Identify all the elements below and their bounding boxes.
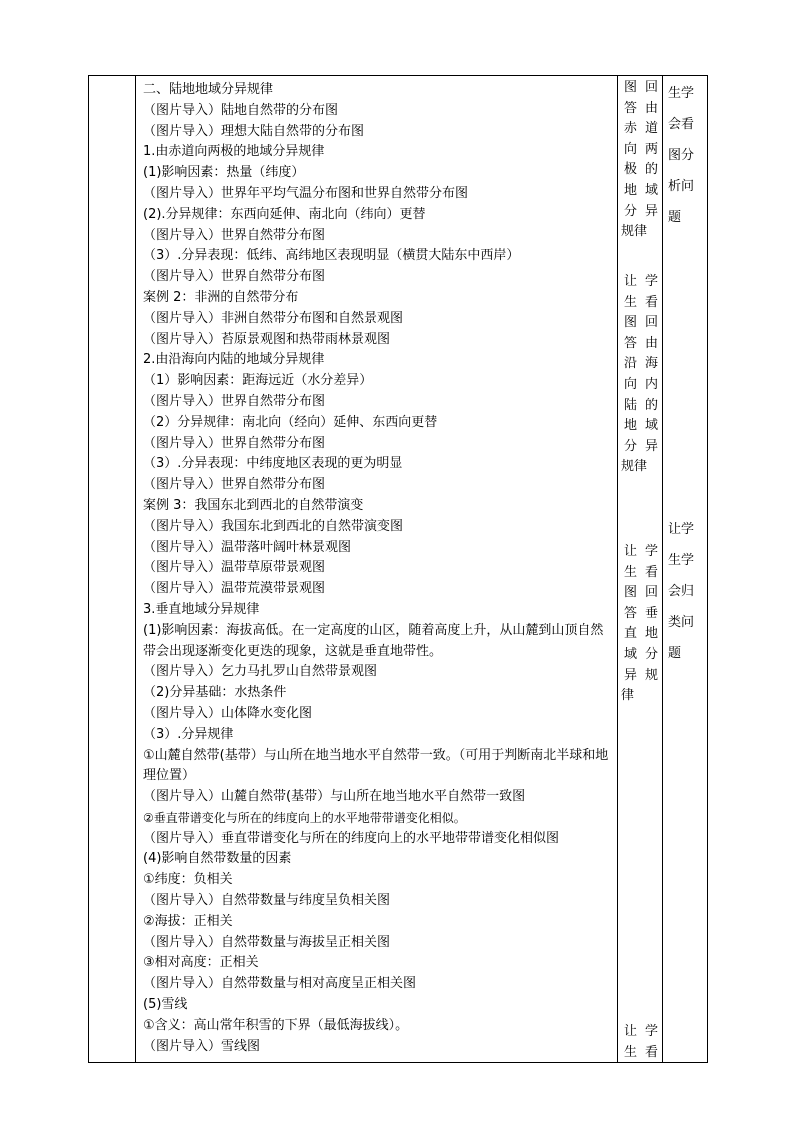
content-line: （图片导入）我国东北到西北的自然带演变图 [143,518,404,534]
activity-char: 答 [623,335,637,351]
activity-char: 图 [623,80,637,95]
activity-char: 回 [644,585,658,601]
content-line: 案例 2：非洲的自然带分布 [143,289,299,305]
content-line: (1)影响因素：海拔高低。在一定高度的山区，随着高度上升，从山麓到山顶自然带会出现逐渐变化更迭的现象，这就是垂直地带性。 [143,622,604,659]
activity-char: 答 [623,605,637,621]
content-line: （图片导入）雪线图 [143,1038,261,1054]
content-line: （图片导入）世界自然带分布图 [143,435,326,451]
activity-char-grid [620,272,662,457]
activity-char: 学 [644,544,658,559]
content-line: （图片导入）世界自然带分布图 [143,269,326,285]
content-line: （图片导入）陆地自然带的分布图 [143,102,339,118]
activity-char: 学 [644,1024,658,1039]
content-line: （图片导入）乞力马扎罗山自然带景观图 [143,664,378,680]
intent-line: 题 [668,646,682,661]
content-line: 案例 3：我国东北到西北的自然带演变 [143,497,364,513]
activity-char: 由 [644,335,658,351]
content-line: （3）.分异规律 [143,726,234,742]
content-line: 二、陆地地域分异规律 [143,82,274,97]
activity-char: 地 [623,418,637,434]
intent-line: 让学 [668,522,695,537]
activity-char: 回 [644,80,658,95]
activity-char: 向 [623,376,637,392]
activity-char: 地 [644,626,658,642]
content-line: (4)影响自然带数量的因素 [143,851,292,867]
activity-char: 异 [644,203,658,219]
lesson-plan-table [88,75,708,1063]
content-line: (5)雪线 [143,997,188,1013]
activity-char: 直 [623,626,637,642]
content-line: (1)影响因素：热量（纬度） [143,165,305,181]
activity-tail: 规律 [621,459,648,475]
intent-line: 会归 [668,584,695,599]
activity-char: 生 [623,294,637,310]
activity-char: 域 [623,646,637,662]
content-line: （图片导入）自然带数量与相对高度呈正相关图 [143,976,417,992]
activity-char: 看 [644,564,658,580]
design-intent-cell [663,76,708,1063]
intent-line: 析问 [668,179,695,194]
design-intent-block [668,78,704,233]
activity-char: 图 [623,315,637,331]
activity-char: 图 [623,585,637,601]
intent-line: 会看 [668,117,695,132]
activity-char: 生 [623,1044,637,1060]
activity-char: 生 [623,564,637,580]
content-line: （3）.分异表现：中纬度地区表现的更为明显 [143,456,403,472]
content-line: （图片导入）自然带数量与海拔呈正相关图 [143,934,391,950]
table-row [89,76,708,1063]
content-line: （图片导入）山麓自然带(基带）与山所在地当地水平自然带一致图 [143,789,526,805]
content-line: （图片导入）山体降水变化图 [143,705,313,721]
student-activity-block [620,542,662,707]
activity-char: 由 [644,100,658,116]
content-line: 1.由赤道向两极的地域分异规律 [143,144,325,160]
activity-char: 向 [623,141,637,157]
content-line: （图片导入）世界自然带分布图 [143,393,326,409]
activity-char: 陆 [623,397,637,413]
activity-char: 的 [644,397,658,413]
content-line: ②垂直带谱变化与所在的纬度向上的水平地带带谱变化相似。 [143,810,466,825]
activity-char-grid [620,1022,662,1063]
intent-line: 类问 [668,615,695,630]
activity-char: 异 [623,667,637,683]
activity-char: 分 [623,203,637,219]
content-line: （图片导入）温带落叶阔叶林景观图 [143,539,352,555]
teaching-content-lines [143,80,617,1057]
content-line: （3）.分异表现：低纬、高纬地区表现明显（横贯大陆东中西岸） [143,248,520,264]
activity-tail: 律 [621,688,635,704]
activity-char: 的 [644,162,658,178]
activity-char: 域 [644,418,658,434]
student-activity-block [620,272,662,478]
intent-line: 生学 [668,86,695,101]
activity-char: 内 [644,376,658,392]
activity-char: 规 [644,667,658,683]
activity-char: 让 [623,274,637,289]
student-activity-block [620,78,662,243]
teaching-content-cell [136,76,618,1063]
intent-line: 图分 [668,148,695,163]
content-line: ①含义：高山常年积雪的下界（最低海拔线）。 [143,1017,409,1033]
activity-char-grid [620,542,662,686]
activity-char: 极 [623,162,637,178]
activity-char: 道 [644,121,658,137]
content-line: ①山麓自然带(基带）与山所在地当地水平自然带一致。（可用于判断南北半球和地理位置） [143,747,609,784]
activity-char: 看 [644,294,658,310]
design-intent-block [668,514,704,669]
activity-char: 赤 [623,121,637,137]
content-line: ①纬度：负相关 [143,872,233,888]
activity-tail: 规律 [621,224,648,240]
content-line: （2)分异基础：水热条件 [143,685,287,701]
content-line: （图片导入）温带荒漠带景观图 [143,581,326,597]
activity-char: 沿 [623,356,637,372]
activity-char: 垂 [644,605,658,621]
intent-line: 题 [668,210,682,225]
activity-char: 两 [644,141,658,157]
activity-char: 看 [644,1044,658,1060]
activity-char: 回 [644,315,658,331]
content-line: 3.垂直地域分异规律 [143,601,260,617]
activity-char: 让 [623,544,637,559]
activity-char: 地 [623,182,637,198]
content-line: （图片导入）自然带数量与纬度呈负相关图 [143,893,391,909]
content-line: （图片导入）苔原景观图和热带雨林景观图 [143,331,391,347]
content-line: （图片导入）世界自然带分布图 [143,227,326,243]
activity-char: 答 [623,100,637,116]
activity-char: 让 [623,1024,637,1039]
content-line: （图片导入）非洲自然带分布图和自然景观图 [143,310,404,326]
activity-char: 海 [644,356,658,372]
activity-char: 分 [644,646,658,662]
content-line: （图片导入）温带草原带景观图 [143,560,326,576]
content-line: （图片导入）理想大陆自然带的分布图 [143,123,365,139]
activity-char-grid [620,78,662,222]
activity-char: 学 [644,274,658,289]
intent-line: 生学 [668,553,695,568]
student-activity-block [620,1022,662,1063]
content-line: 2.由沿海向内陆的地域分异规律 [143,352,325,368]
content-line: （图片导入）垂直带谱变化与所在的纬度向上的水平地带带谱变化相似图 [143,830,560,846]
content-line: (2).分异规律：东西向延伸、南北向（纬向）更替 [143,206,426,222]
activity-char: 分 [623,438,637,454]
content-line: （1）影响因素：距海远近（水分差异） [143,373,373,389]
content-line: ③相对高度：正相关 [143,955,259,971]
activity-char: 异 [644,438,658,454]
content-line: ②海拔：正相关 [143,913,233,929]
activity-char: 域 [644,182,658,198]
blank-column-cell [89,76,136,1063]
content-line: （2）分异规律：南北向（经向）延伸、东西向更替 [143,414,438,430]
content-line: （图片导入）世界年平均气温分布图和世界自然带分布图 [143,185,469,201]
content-line: （图片导入）世界自然带分布图 [143,477,326,493]
student-activity-cell [618,76,663,1063]
